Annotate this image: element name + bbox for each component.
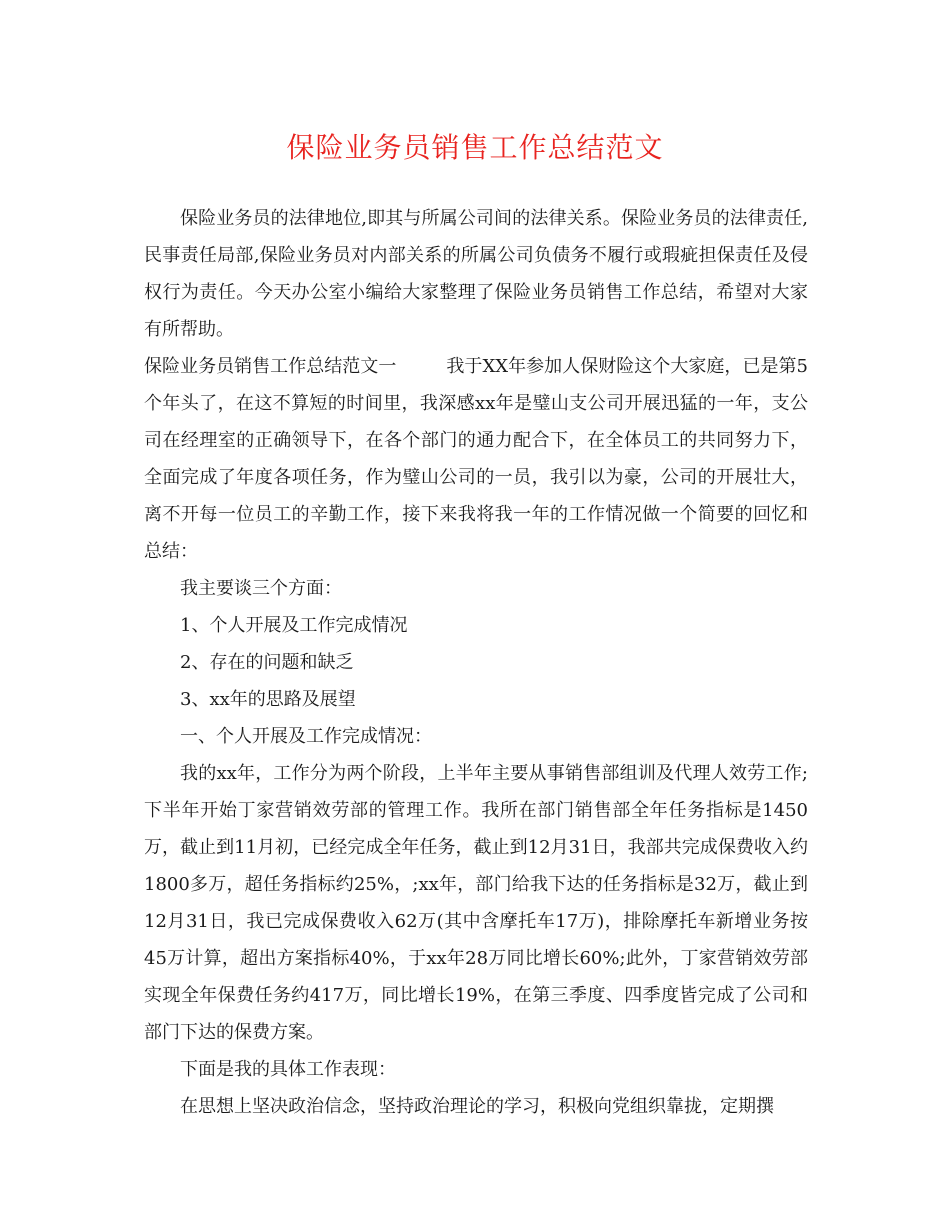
part-one-heading: 一、个人开展及工作完成情况：: [180, 726, 432, 747]
section-one-paragraph: [144, 348, 808, 570]
section-heading: 保险业务员销售工作总结范文一: [144, 356, 397, 377]
aspect-item: 3、xx年的思路及展望: [180, 689, 356, 710]
part-one-paragraph: 我的xx年，工作分为两个阶段，上半年主要从事销售部组训及代理人效劳工作;下半年开始丁家营销效劳部的管理工作。我所在部门销售部全年任务指标是1450万，截止到11月初，已经完成全年任务，截止到12月31日，我部共完成保费收入约1800多万，超任务指标约25%，;xx年，部门给我下达的任务指标是32万，截止到12月31日，我已完成保费收入62万(其中含摩托车17万)，排除摩托车新增业务按45万计算，超出方案指标40%，于xx年28万同比增长60%;此外，丁家营销效劳部实现全年保费任务约417万，同比增长19%，在第三季度、四季度皆完成了公司和部门下达的保费方案。: [144, 763, 808, 1043]
aspect-item: 2、存在的问题和缺乏: [180, 652, 354, 673]
aspects-intro: 我主要谈三个方面：: [180, 578, 342, 599]
document-title: 保险业务员销售工作总结范文: [286, 131, 664, 164]
aspect-item: 1、个人开展及工作完成情况: [180, 615, 408, 636]
document-body: [144, 200, 808, 1125]
performance-paragraph: 在思想上坚决政治信念，坚持政治理论的学习，积极向党组织靠拢，定期撰: [180, 1096, 774, 1117]
section-intro: 我于XX年参加人保财险这个大家庭，已是第5个年头了，在这不算短的时间里，我深感xx年是璧山支公司开展迅猛的一年，支公司在经理室的正确领导下，在各个部门的通力配合下，在全体员工的共同努力下，全面完成了年度各项任务，作为璧山公司的一员，我引以为豪，公司的开展壮大，离不开每一位员工的辛勤工作，接下来我将我一年的工作情况做一个简要的回忆和总结：: [144, 356, 808, 562]
performance-intro: 下面是我的具体工作表现：: [180, 1059, 396, 1080]
intro-paragraph: 保险业务员的法律地位,即其与所属公司间的法律关系。保险业务员的法律责任,民事责任局部,保险业务员对内部关系的所属公司负债务不履行或瑕疵担保责任及侵权行为责任。今天办公室小编给大家整理了保险业务员销售工作总结，希望对大家有所帮助。: [144, 208, 808, 340]
